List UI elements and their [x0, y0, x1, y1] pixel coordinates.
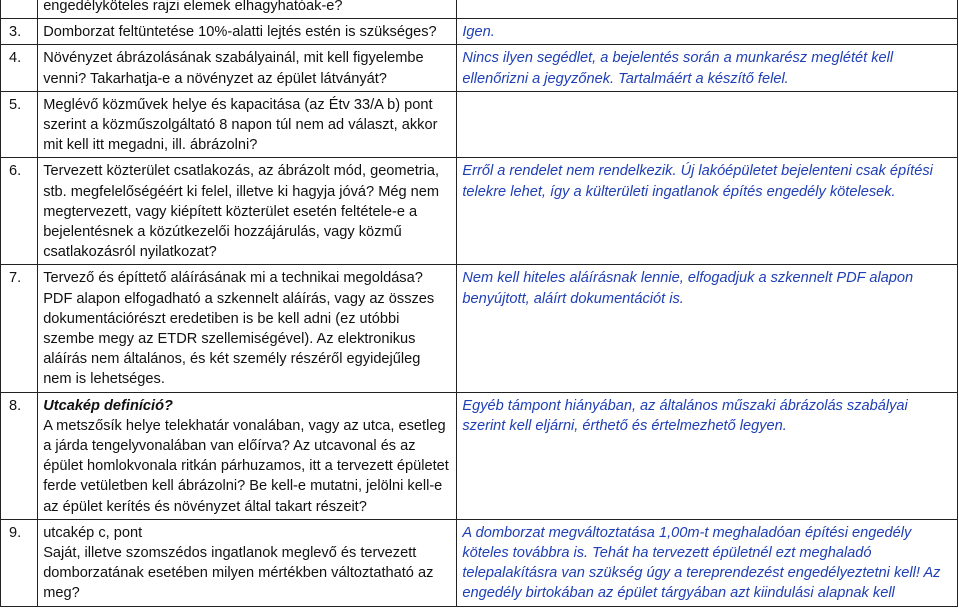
answer-cell [457, 91, 958, 158]
question-cell [38, 265, 457, 392]
question-text: utcakép c, pont [43, 524, 143, 541]
question-number: 9. [1, 519, 38, 606]
table-row [1, 19, 958, 45]
table-row [1, 265, 958, 392]
table-row [1, 519, 958, 606]
table-row [1, 45, 958, 91]
question-number: 7. [1, 265, 38, 392]
question-cell [38, 19, 457, 45]
question-number [1, 0, 38, 19]
question-cell [38, 0, 457, 19]
table-row [1, 392, 958, 519]
table-row [1, 158, 958, 265]
question-text: Meglévő közművek helye és kapacitása (az Étv 33/A b) pont szerint a közműszolgáltató 8 napon túl nem ad választ, akkor mit kell itt megadni, ill. ábrázolni? [43, 96, 438, 154]
faq-table-body [1, 0, 958, 606]
answer-cell [457, 158, 958, 265]
table-row [1, 91, 958, 158]
question-text: Tervezett közterület csatlakozás, az ábrázolt mód, geometria, stb. megfelelőségéért ki felel, illetve ki hagyja jóvá? Még nem megtervezett, vagy kiépített közterület esetén feltétele-e a bejelentésnek a közútkezelői hozzájárulás, vagy közmű csatlakozásról nyilatkozat? [43, 163, 440, 261]
answer-cell [457, 519, 958, 606]
answer-cell [457, 45, 958, 91]
question-cell [38, 158, 457, 265]
answer-cell [457, 265, 958, 392]
answer-text: Egyéb támpont hiányában, az általános műszaki ábrázolás szabályai szerint kell eljárni, érthető és értelmezhető legyen. [462, 397, 908, 434]
question-number: 3. [1, 19, 38, 45]
question-text: Növényzet ábrázolásának szabályainál, mit kell figyelembe venni? Takarhatja-e a növényzet az épület látványát? [43, 50, 424, 87]
answer-text: Erről a rendelet nem rendelkezik. Új lakóépületet bejelenteni csak építési telekre lehet, így a külterületi ingatlanok építés engedély kötelesek. [462, 163, 933, 200]
question-cell [38, 45, 457, 91]
answer-text: A domborzat megváltoztatása 1,00m-t meghaladóan építési engedély köteles továbbra is. Tehát ha tervezett épületnél ezt meghaladó telepalakításra van szükség úgy a tereprendezést engedélyeztetni kell! Az engedély birtokában az épület tárgyában azt kiindulási alapnak kell [462, 524, 941, 602]
question-text: Tervező és építtető aláírásának mi a technikai megoldása? PDF alapon elfogadható a szkennelt aláírás, vagy az összes dokumentációrészt eredetiben is be kell adni (ez utóbbi szembe megy az ETDR szellemiségével). Az elektronikus aláírás nem általános, és két személy részéről egyidejűleg nem is lehetséges. [43, 270, 435, 388]
question-title: Utcakép definíció? [43, 397, 173, 414]
answer-cell [457, 0, 958, 19]
answer-text: Nincs ilyen segédlet, a bejelentés során a munkarész meglétét kell ellenőrizni a jegyzőnek. Tartalmáért a készítő felel. [462, 50, 894, 87]
answer-text: Nem kell hiteles aláírásnak lennie, elfogadjuk a szkennelt PDF alapon benyújtott, aláírt dokumentációt is. [462, 270, 914, 307]
question-number: 8. [1, 392, 38, 519]
question-cell [38, 392, 457, 519]
answer-cell [457, 19, 958, 45]
table-row [1, 0, 958, 19]
question-text: A metszősík helye telekhatár vonalában, vagy az utca, esetleg a járda tengelyvonalában van előírva? Az utcavonal és az épület homlokvonala ritkán párhuzamos, itt a tervezett épületet ferde vetületben kell ábrázolni? Be kell-e mutatni, jelölni kell-e az épület kerítés és növényzet által takart részeit? [43, 417, 449, 515]
question-text: engedélyköteles rajzi elemek elhagyhatóak-e? [43, 0, 343, 14]
answer-cell [457, 392, 958, 519]
answer-text: Igen. [462, 24, 495, 41]
question-number: 6. [1, 158, 38, 265]
question-cell [38, 91, 457, 158]
question-number: 5. [1, 91, 38, 158]
question-text: Domborzat feltüntetése 10%-alatti lejtés estén is szükséges? [43, 24, 437, 41]
question-cell [38, 519, 457, 606]
question-text: Saját, illetve szomszédos ingatlanok meglevő és tervezett domborzatának esetében milyen mértékben változtatható az meg? [43, 545, 434, 602]
question-number: 4. [1, 45, 38, 91]
